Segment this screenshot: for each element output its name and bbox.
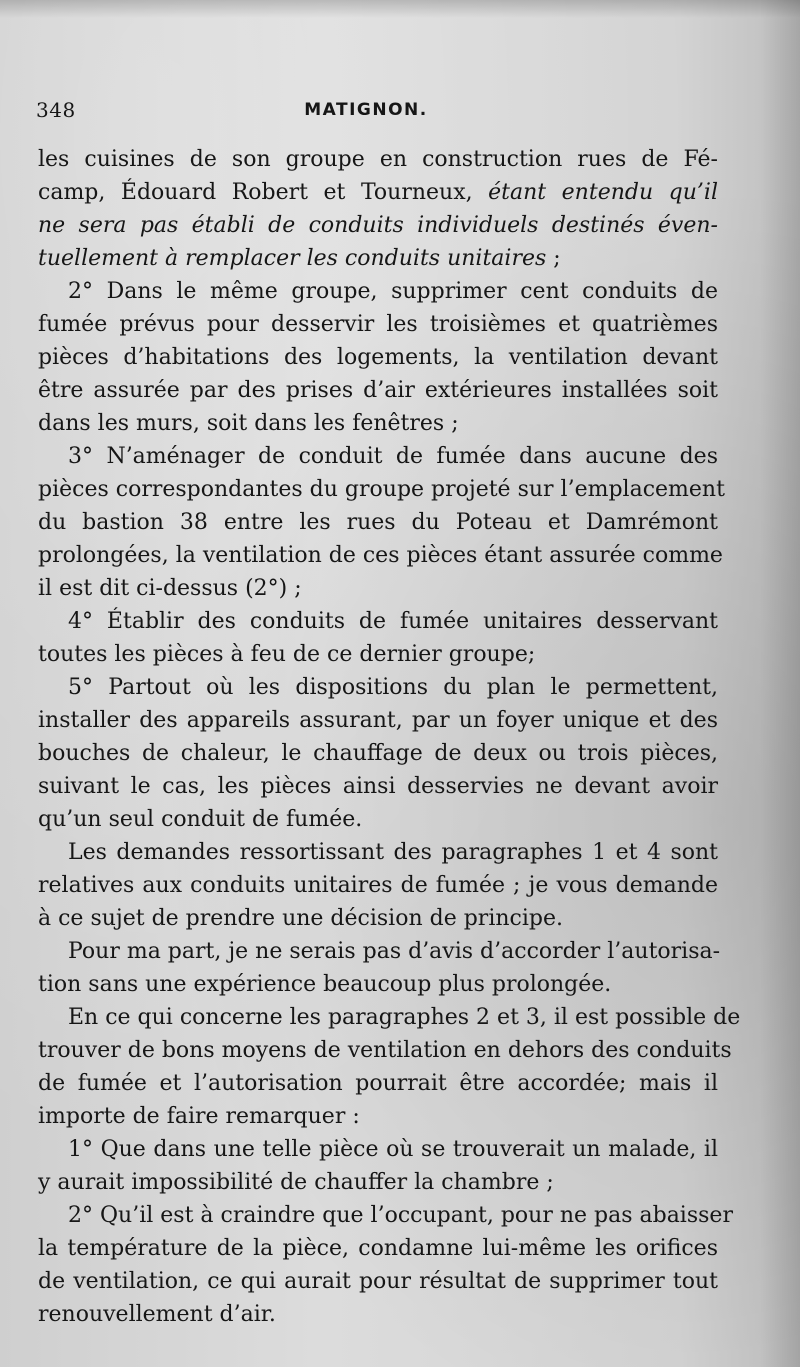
- text-segment: installer des appareils assurant, par un foyer unique et des: [38, 708, 718, 733]
- text-segment: la température de la pièce, condamne lui-même les orifices: [38, 1236, 718, 1261]
- text-segment: En ce qui concerne les paragraphes 2 et 3, il est possible de: [68, 1005, 741, 1030]
- text-segment: de ventilation, ce qui aurait pour résultat de supprimer tout: [38, 1269, 718, 1294]
- text-segment: prolongées, la ventilation de ces pièces étant assurée comme: [38, 543, 723, 568]
- text-line: [38, 1001, 741, 1034]
- text-segment: relatives aux conduits unitaires de fumée ; je vous demande: [38, 873, 718, 898]
- text-segment: être assurée par des prises d’air extérieures installées soit: [38, 378, 718, 403]
- text-line: [38, 638, 718, 671]
- text-line: [38, 374, 718, 407]
- text-segment: camp, Édouard Robert et Tourneux,: [38, 180, 489, 205]
- page-top-shading: [0, 0, 800, 18]
- text-line: [38, 704, 718, 737]
- text-line: [38, 671, 718, 704]
- text-line: [38, 473, 725, 506]
- body-text: [38, 143, 741, 1331]
- text-line: [38, 209, 718, 242]
- running-title: MATIGNON.: [304, 100, 428, 120]
- text-segment: toutes les pièces à feu de ce dernier groupe;: [38, 642, 536, 667]
- text-segment: les cuisines de son groupe en construction rues de Fé-: [38, 147, 718, 172]
- text-line: [38, 1034, 732, 1067]
- text-segment: 1° Que dans une telle pièce où se trouverait un malade, il: [68, 1137, 718, 1162]
- text-line: [38, 803, 718, 836]
- text-line: [38, 143, 718, 176]
- page-edge-shadow: [760, 0, 800, 1367]
- text-line: [38, 275, 718, 308]
- text-line: [38, 308, 718, 341]
- text-line: [38, 1133, 718, 1166]
- text-line: [38, 506, 718, 539]
- text-segment: de fumée et l’autorisation pourrait être accordée; mais il: [38, 1071, 718, 1096]
- text-segment: ;: [546, 246, 561, 271]
- italic-text-segment: tuellement à remplacer les conduits unitaires: [38, 246, 547, 271]
- text-line: [38, 1298, 718, 1331]
- text-segment: 4° Établir des conduits de fumée unitaires desservant: [68, 609, 718, 634]
- text-line: [38, 1265, 718, 1298]
- text-line: [38, 1232, 718, 1265]
- text-line: [38, 968, 718, 1001]
- text-line: [38, 1199, 733, 1232]
- text-line: [38, 869, 718, 902]
- text-segment: suivant le cas, les pièces ainsi desservies ne devant avoir: [38, 774, 718, 799]
- text-line: [38, 836, 718, 869]
- text-segment: trouver de bons moyens de ventilation en dehors des conduits: [38, 1038, 732, 1063]
- text-segment: Les demandes ressortissant des paragraphes 1 et 4 sont: [68, 840, 718, 865]
- text-segment: 2° Dans le même groupe, supprimer cent conduits de: [68, 279, 718, 304]
- text-segment: 5° Partout où les dispositions du plan le permettent,: [68, 675, 718, 700]
- text-line: [38, 1166, 718, 1199]
- text-line: [38, 1067, 718, 1100]
- text-segment: 2° Qu’il est à craindre que l’occupant, pour ne pas abaisser: [68, 1203, 733, 1228]
- text-segment: fumée prévus pour desservir les troisièmes et quatrièmes: [38, 312, 718, 337]
- text-line: [38, 440, 718, 473]
- text-line: [38, 1100, 718, 1133]
- italic-text-segment: étant entendu qu’il: [488, 180, 718, 205]
- text-line: [38, 737, 718, 770]
- text-line: [38, 242, 718, 275]
- text-segment: importe de faire remarquer :: [38, 1104, 360, 1129]
- text-segment: y aurait impossibilité de chauffer la chambre ;: [38, 1170, 554, 1195]
- text-line: [38, 341, 718, 374]
- text-line: [38, 176, 718, 209]
- text-line: [38, 605, 718, 638]
- text-segment: renouvellement d’air.: [38, 1302, 276, 1327]
- text-segment: bouches de chaleur, le chauffage de deux ou trois pièces,: [38, 741, 718, 766]
- text-segment: tion sans une expérience beaucoup plus prolongée.: [38, 972, 612, 997]
- italic-text-segment: ne sera pas établi de conduits individuels destinés éven-: [38, 213, 718, 238]
- text-segment: dans les murs, soit dans les fenêtres ;: [38, 411, 459, 436]
- page-header: [36, 98, 696, 128]
- text-line: [38, 902, 718, 935]
- text-line: [38, 572, 718, 605]
- text-segment: 3° N’aménager de conduit de fumée dans aucune des: [68, 444, 718, 469]
- text-line: [38, 407, 718, 440]
- text-segment: pièces correspondantes du groupe projeté sur l’emplacement: [38, 477, 725, 502]
- text-segment: à ce sujet de prendre une décision de principe.: [38, 906, 563, 931]
- text-line: [38, 770, 718, 803]
- text-segment: Pour ma part, je ne serais pas d’avis d’accorder l’autorisa-: [68, 939, 721, 964]
- text-line: [38, 539, 723, 572]
- text-line: [38, 935, 721, 968]
- text-segment: du bastion 38 entre les rues du Poteau et Damrémont: [38, 510, 718, 535]
- page-number: 348: [36, 98, 76, 122]
- text-segment: pièces d’habitations des logements, la ventilation devant: [38, 345, 718, 370]
- text-segment: qu’un seul conduit de fumée.: [38, 807, 363, 832]
- text-segment: il est dit ci-dessus (2°) ;: [38, 576, 302, 601]
